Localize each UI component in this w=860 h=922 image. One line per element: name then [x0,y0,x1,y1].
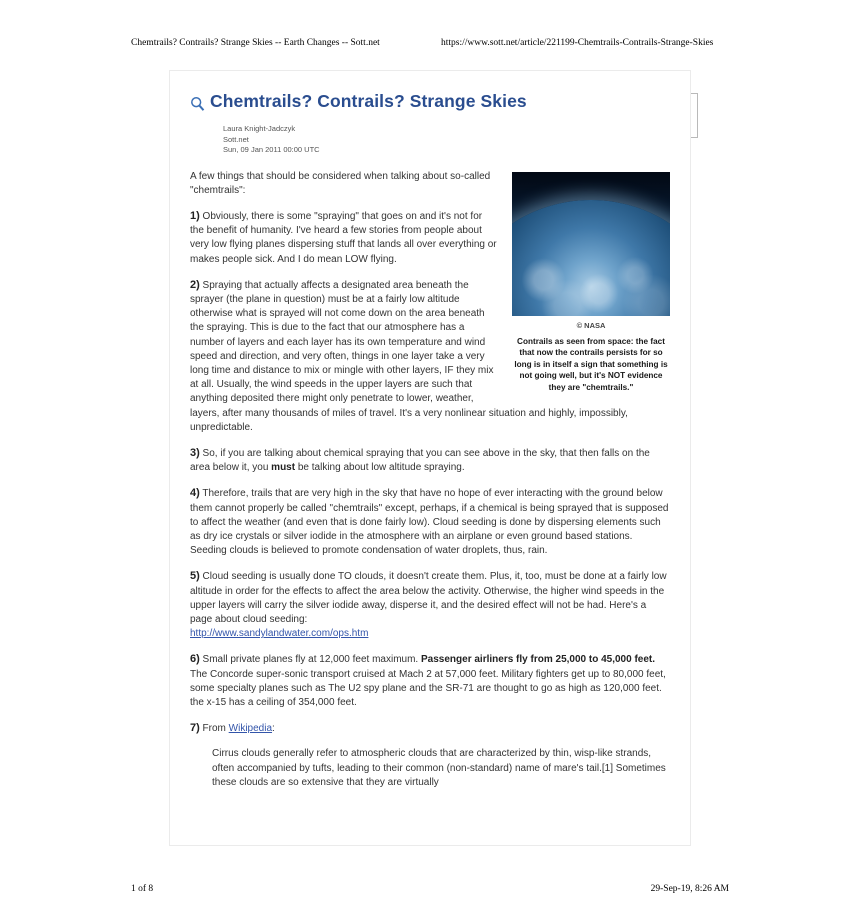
figure-caption: Contrails as seen from space: the fact that now the contrails persists for so long is in itself a sign that something is not going well, but it's NOT evidence they are "chemtrails." [514,336,668,392]
intro-paragraph: A few things that should be considered when talking about so-called "chemtrails": [190,170,491,196]
point-7 [190,721,670,736]
point-3-text-after: be talking about low altitude spraying. [295,462,465,474]
point-5-text: Cloud seeding is usually done TO clouds, it doesn't create them. Plus, it, too, must be done at a fairly low altitude in order for the effects to affect the area below the activity. Otherwise, the higher wind speeds in the upper layers will carry the silver iodide away, disperse it, and the desired effect will not be had. Here's a page about cloud seeding: [190,571,667,625]
point-4-number: 4) [190,487,200,500]
point-3-number: 3) [190,446,200,459]
page-title: Chemtrails? Contrails? Strange Skies [210,91,527,111]
point-1-number: 1) [190,209,200,222]
cloud-seeding-link[interactable]: http://www.sandylandwater.com/ops.htm [190,628,369,640]
article-blockquote: Cirrus clouds generally refer to atmospheric clouds that are characterized by thin, wisp-like strands, often accompanied by tufts, leading to their common (non-standard) name of mare's tail.[1] Sometimes these clouds are so extensive that they are virtually [212,748,666,788]
point-4 [190,486,670,558]
point-4-text: Therefore, trails that are very high in the sky that have no hope of ever interacting with the ground below them cannot properly be called "chemtrails" except, perhaps, if a chemical is being sprayed that is supposed to affect the weather (and even that is done fairly low). Cloud seeding is done by dispersing elements such as dry ice crystals or silver iodide in the atmosphere with an airplane or even ground based stations. Seeding clouds is believed to promote condensation of water droplets, thus, rain. [190,488,669,557]
point-7-number: 7) [190,722,200,735]
point-3 [190,446,670,475]
byline-author: Laura Knight-Jadczyk [223,124,296,133]
point-2-number: 2) [190,278,200,291]
article-container [170,71,690,845]
article-body [190,170,670,791]
byline-date: Sun, 09 Jan 2011 00:00 UTC [223,145,320,154]
print-header [0,38,860,54]
point-6-text-after: The Concorde super-sonic transport cruised at Mach 2 at 57,000 feet. Military fighters get up to 80,000 feet, some specialty planes such as The U2 spy plane and the SR-71 are thought to go as high as 120,000 feet. the x-15 has a ceiling of 354,000 feet. [190,668,666,708]
article-title-row [190,91,670,112]
magnifier-icon [190,96,205,112]
figure-credit: © NASA [576,320,606,330]
point-3-text-before: So, if you are talking about chemical spraying that you can see above in the sky, that then falls on the area below it, you [190,447,650,474]
point-6-emphasis: Passenger airliners fly from 25,000 to 45,000 feet. [421,654,656,666]
point-5-number: 5) [190,570,200,583]
wikipedia-link[interactable]: Wikipedia [228,723,273,735]
point-7-text-before: From [199,723,229,735]
byline [223,124,670,156]
point-7-text-after: : [272,723,275,735]
header-url: https://www.sott.net/article/221199-Chemtrails-Contrails-Strange-Skies [441,38,714,48]
point-1-text: Obviously, there is some "spraying" that goes on and it's not for the benefit of humanity. I've heard a few stories from people about very low flying planes dispersing stuff that lands all over everything or makes people sick. And I do mean LOW flying. [190,210,497,265]
header-document-title: Chemtrails? Contrails? Strange Skies -- Earth Changes -- Sott.net [131,38,380,48]
article-figure [512,172,670,394]
point-5 [190,569,670,641]
point-2-text: Spraying that actually affects a designated area beneath the sprayer (the plane in question) must be at a fairly low altitude otherwise what is sprayed will not come down on the area beneath the spraying. This is due to the fact that our atmosphere has a number of layers and each layer has its own temperature and wind speed and direction, and very often, things in one layer take a very long time and distance to mix or mingle with other layers, IF they mix at all. Usually, the wind speeds in the upper layers are such that anything deposited there might only penetrate to lower, weather, layers, after many thousands of miles of travel. It's a very nonlinear situation and highly, impossibly, unpredictable. [190,279,628,433]
point-6-text-before: Small private planes fly at 12,000 feet maximum. [199,654,421,666]
point-3-emphasis: must [271,462,296,474]
earth-from-space-photo [512,172,670,316]
page-number: 1 of 8 [131,884,154,894]
print-timestamp: 29-Sep-19, 8:26 AM [650,884,729,894]
point-6 [190,652,670,710]
point-6-number: 6) [190,653,200,666]
byline-source: Sott.net [223,134,249,144]
